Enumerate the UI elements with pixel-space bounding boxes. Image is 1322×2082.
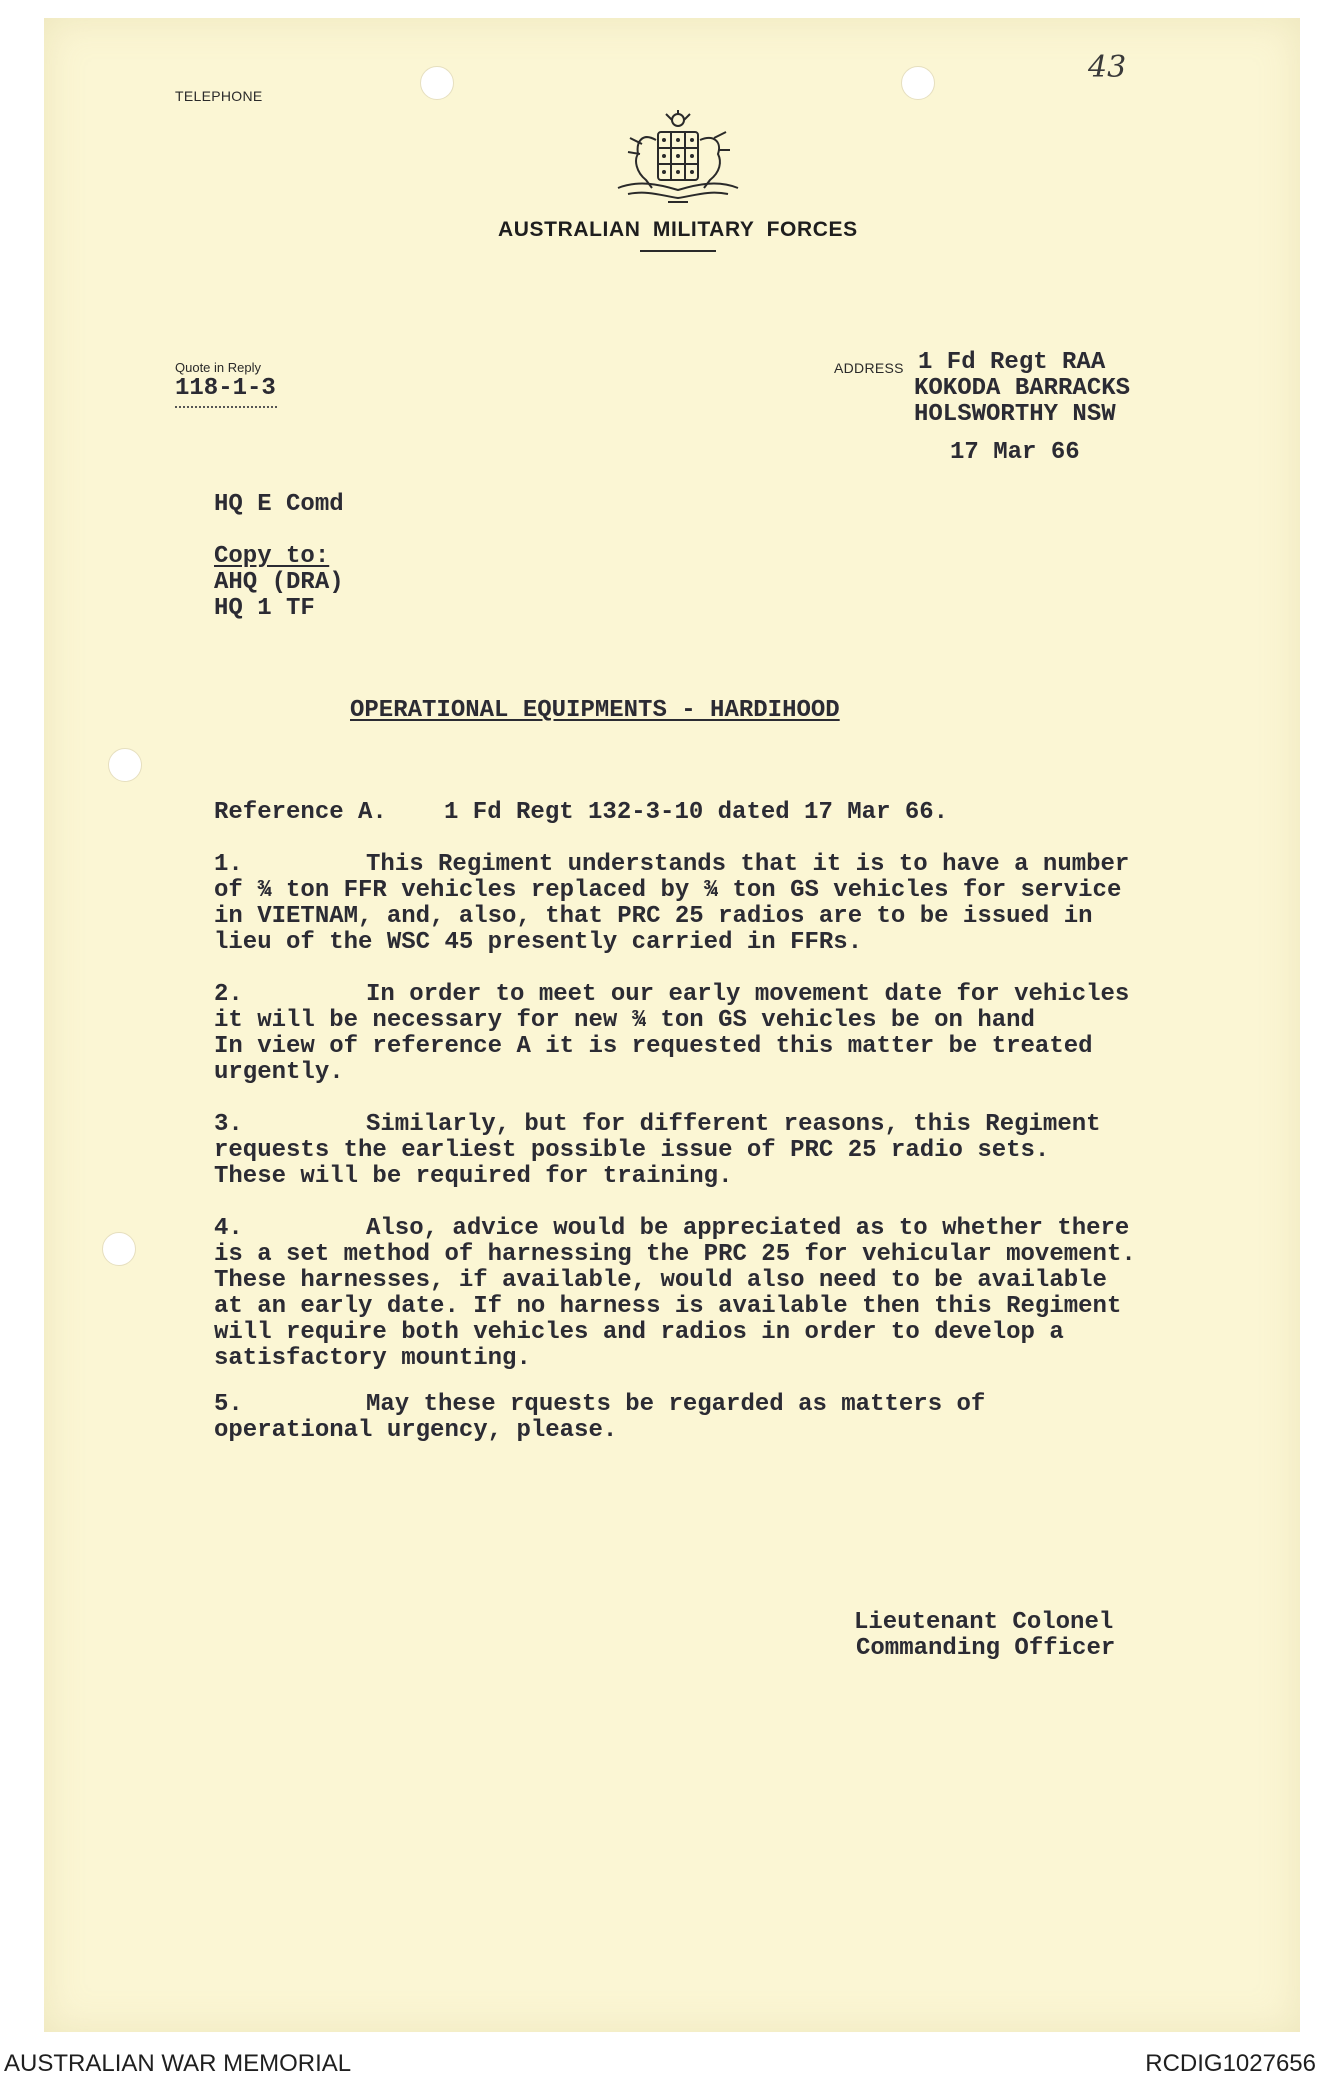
address-line: KOKODA BARRACKS — [914, 375, 1131, 402]
paragraph-4 — [214, 1216, 1214, 1372]
page-number-note: 43 — [1088, 50, 1127, 85]
organization-title: AUSTRALIAN MILITARY FORCES — [498, 218, 858, 241]
paragraph-number: 3. — [214, 1111, 243, 1138]
paragraph-2 — [214, 982, 1214, 1086]
address-line: HOLSWORTHY NSW — [914, 401, 1116, 428]
recipient: HQ E Comd — [214, 491, 344, 518]
paragraph-line: it will be necessary for new ¾ ton GS vehicles be on hand — [214, 1007, 1035, 1034]
signature-rank: Lieutenant Colonel — [854, 1609, 1114, 1636]
punch-hole — [901, 66, 935, 100]
paragraph-5 — [214, 1392, 1214, 1444]
paragraph-number: 4. — [214, 1215, 243, 1242]
paragraph-line: This Regiment understands that it is to have a number — [366, 851, 1130, 878]
quote-label: Quote in Reply — [175, 360, 261, 375]
copy-recipient: HQ 1 TF — [214, 595, 315, 622]
archive-footer-left: AUSTRALIAN WAR MEMORIAL — [4, 2050, 352, 2077]
paragraph-line: In view of reference A it is requested this matter be treated — [214, 1033, 1093, 1060]
copy-recipient: AHQ (DRA) — [214, 569, 344, 596]
paragraph-line: May these rquests be regarded as matters of — [366, 1391, 986, 1418]
paragraph-line: These will be required for training. — [214, 1163, 733, 1190]
title-rule — [640, 250, 716, 252]
reference-text: 1 Fd Regt 132-3-10 dated 17 Mar 66. — [444, 799, 949, 826]
paragraph-line: is a set method of harnessing the PRC 25 for vehicular movement. — [214, 1241, 1136, 1268]
paragraph-line: These harnesses, if available, would also need to be available — [214, 1267, 1107, 1294]
paragraph-line: at an early date. If no harness is available then this Regiment — [214, 1293, 1122, 1320]
telephone-label: TELEPHONE — [175, 88, 263, 104]
paragraph-3 — [214, 1112, 1214, 1190]
paragraph-line: urgently. — [214, 1059, 344, 1086]
paragraph-line: lieu of the WSC 45 presently carried in FFRs. — [214, 929, 863, 956]
paragraph-line: Similarly, but for different reasons, this Regiment — [366, 1111, 1101, 1138]
paragraph-number: 1. — [214, 851, 243, 878]
reference-label: Reference A. — [214, 799, 387, 826]
punch-hole — [108, 748, 142, 782]
paragraph-line: requests the earliest possible issue of PRC 25 radio sets. — [214, 1137, 1050, 1164]
paragraph-line: of ¾ ton FFR vehicles replaced by ¾ ton GS vehicles for service — [214, 877, 1122, 904]
address-label: ADDRESS — [834, 360, 904, 376]
paragraph-line: operational urgency, please. — [214, 1417, 618, 1444]
punch-hole — [420, 66, 454, 100]
paragraph-line: Also, advice would be appreciated as to whether there — [366, 1215, 1130, 1242]
signature-role: Commanding Officer — [856, 1635, 1116, 1662]
paragraph-number: 2. — [214, 981, 243, 1008]
archive-footer-right: RCDIG1027656 — [1145, 2050, 1316, 2077]
punch-hole — [102, 1232, 136, 1266]
paragraph-line: In order to meet our early movement date for vehicles — [366, 981, 1130, 1008]
quote-ref: 118-1-3 — [175, 376, 277, 408]
coat-of-arms-crest — [608, 110, 748, 210]
letter-date: 17 Mar 66 — [950, 439, 1080, 466]
paragraph-line: satisfactory mounting. — [214, 1345, 531, 1372]
paragraph-line: will require both vehicles and radios in order to develop a — [214, 1319, 1064, 1346]
address-line: 1 Fd Regt RAA — [918, 349, 1106, 376]
paragraph-number: 5. — [214, 1391, 243, 1418]
paragraph-1 — [214, 852, 1214, 956]
copy-to-label: Copy to: — [214, 543, 330, 570]
subject-heading: OPERATIONAL EQUIPMENTS - HARDIHOOD — [350, 697, 840, 724]
paragraph-line: in VIETNAM, and, also, that PRC 25 radios are to be issued in — [214, 903, 1093, 930]
